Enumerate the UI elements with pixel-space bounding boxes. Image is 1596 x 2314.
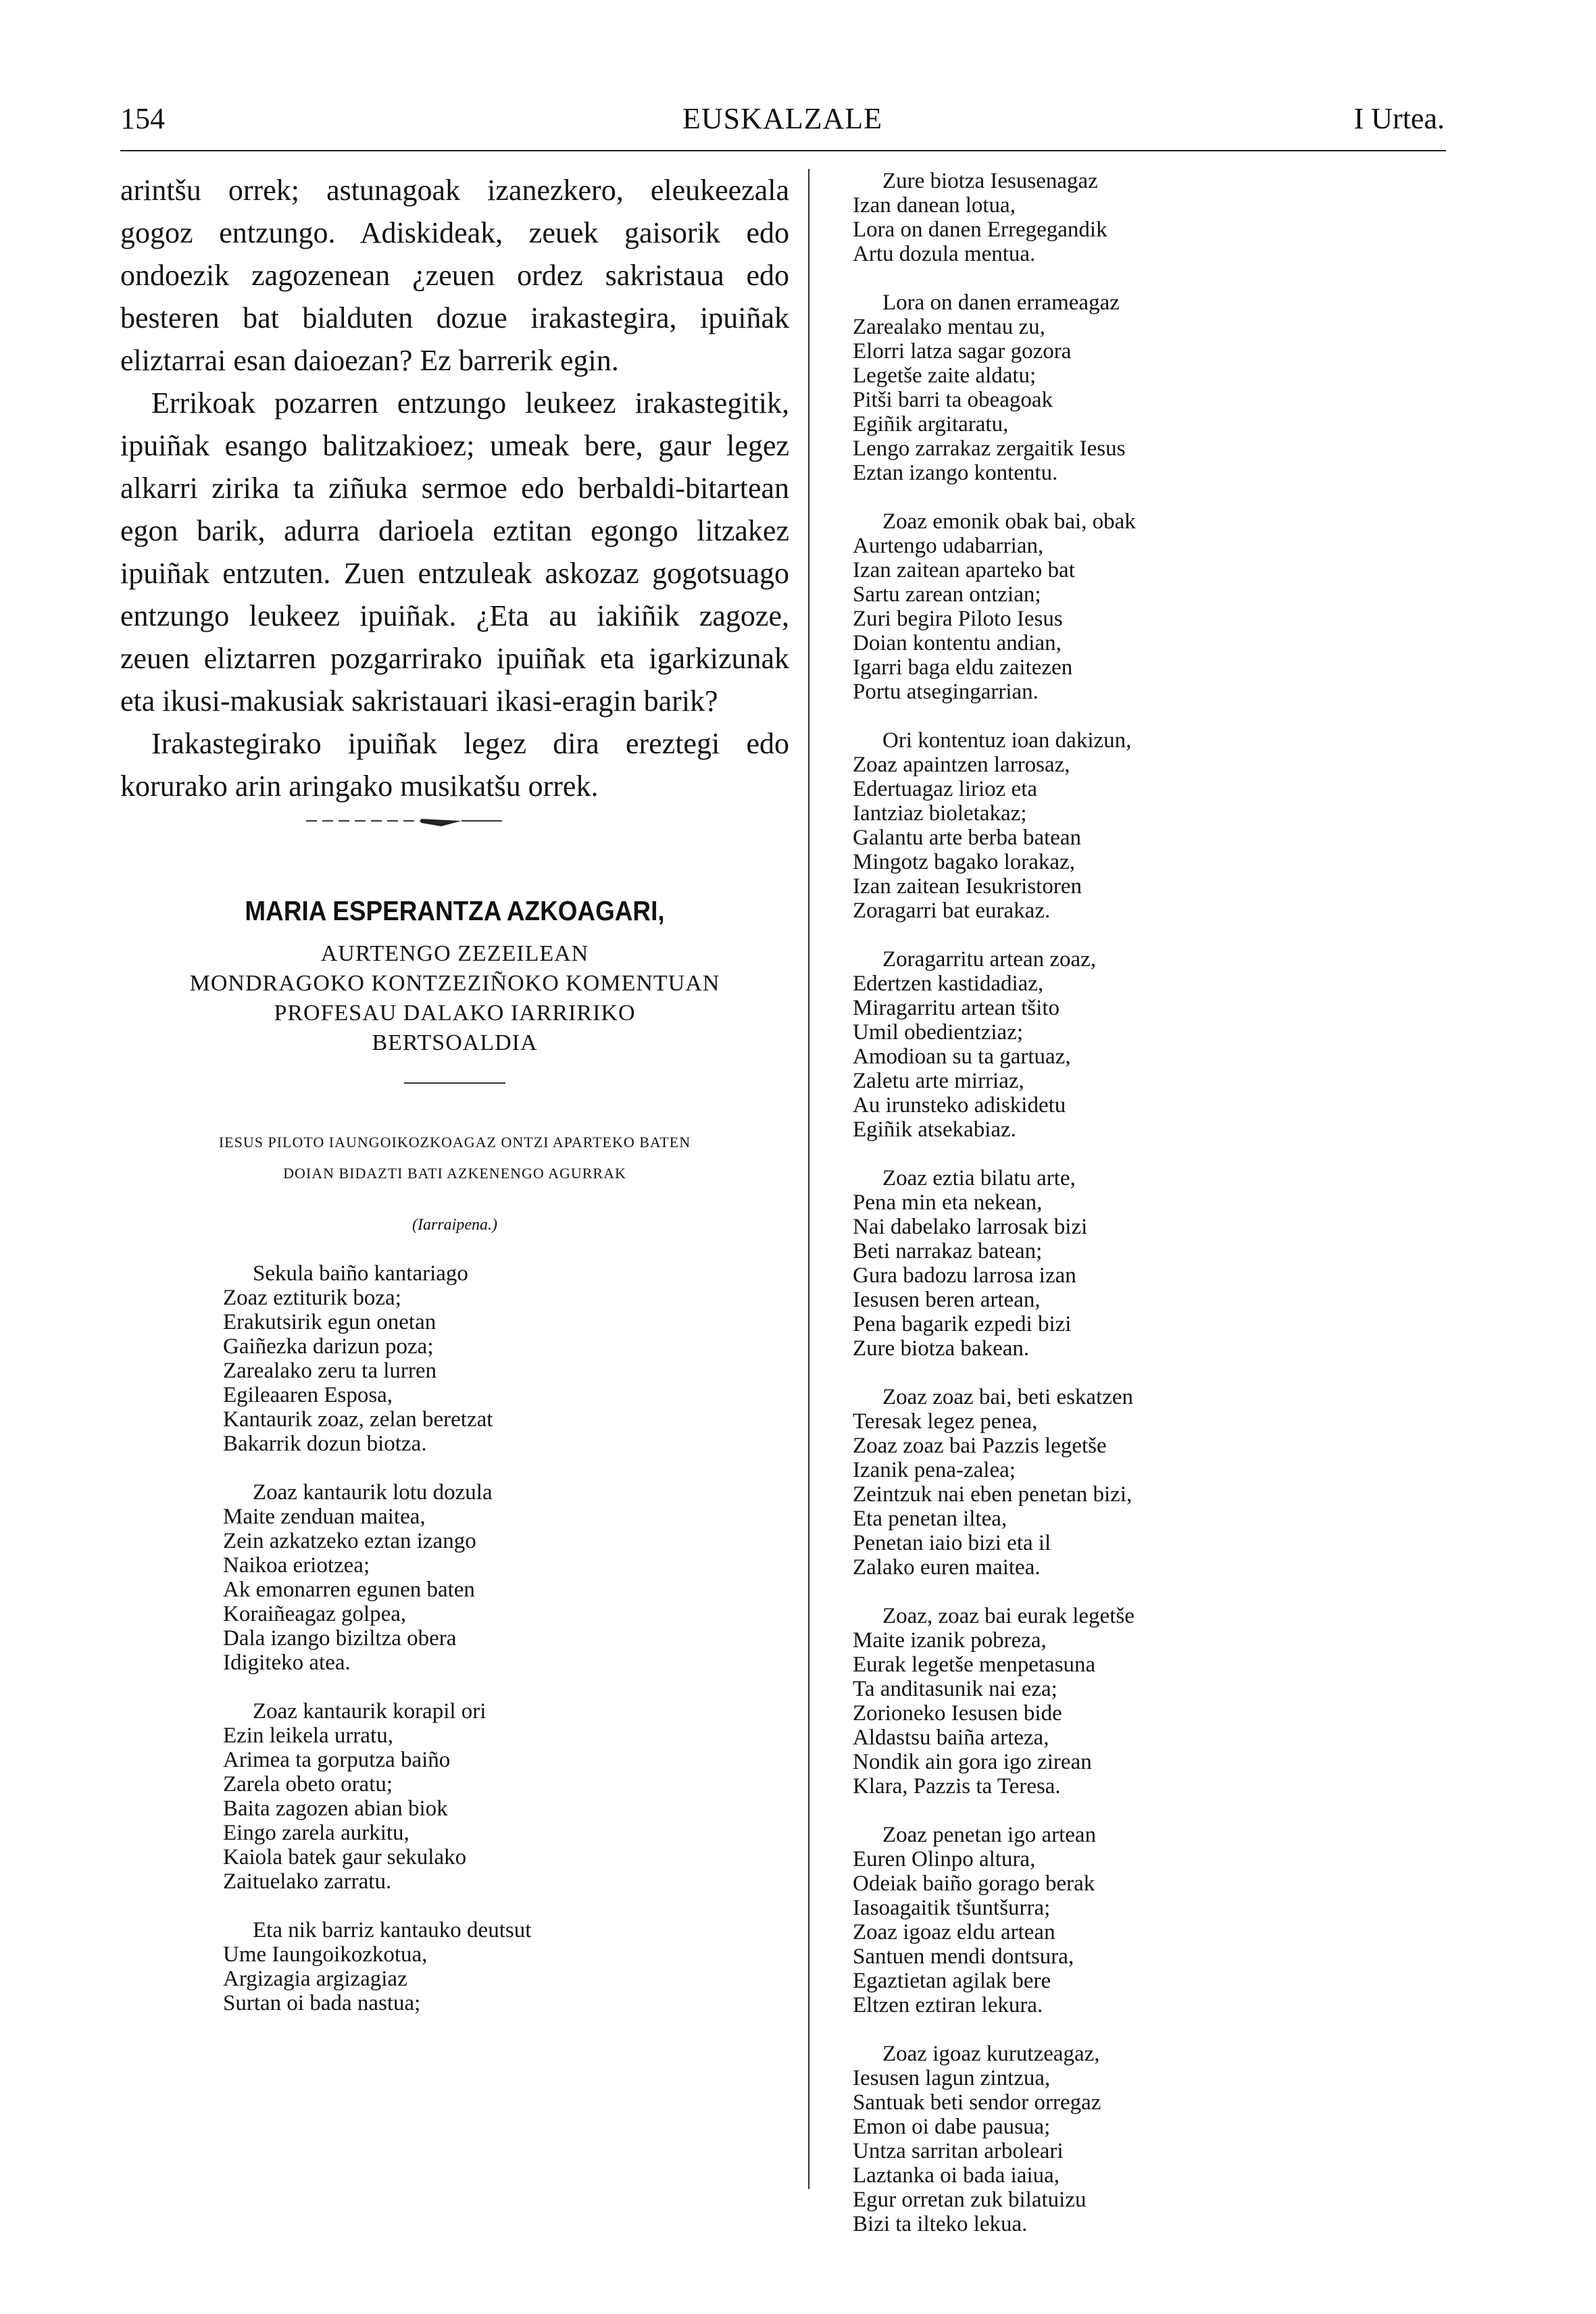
verse-line: Koraiñeagaz golpea, <box>223 1602 407 1626</box>
verse-line: Izan zaitean Iesukristoren <box>853 874 1082 899</box>
verse-line: Izan danean lotua, <box>853 193 1016 218</box>
verse-line: Iesusen beren artean, <box>853 1288 1041 1312</box>
verse-line: Iesusen lagun zintzua, <box>853 2066 1051 2090</box>
poem-title: MARIA ESPERANTZA AZKOAGARI, <box>245 895 665 926</box>
verse-line: Zoaz kantaurik lotu dozula <box>253 1480 493 1505</box>
verse-line: Euren Olinpo altura, <box>853 1847 1036 1871</box>
verse-line: Baita zagozen abian biok <box>223 1796 448 1821</box>
poem-caption-line: DOIAN BIDAZTI BATI AZKENENGO AGURRAK <box>283 1165 626 1182</box>
verse-line: Egur orretan zuk bilatuizu <box>853 2188 1087 2212</box>
verse-line: Portu atsegingarrian. <box>853 680 1039 704</box>
prose-section <box>120 169 789 807</box>
stanza <box>853 728 1447 923</box>
verse-line: Zoaz apaintzen larrosaz, <box>853 753 1070 777</box>
poem-subtitle-line: AURTENGO ZEZEILEAN <box>320 941 589 966</box>
verse-line: Zoaz penetan igo artean <box>882 1823 1097 1847</box>
verse-line: Zoaz zoaz bai, beti eskatzen <box>882 1385 1134 1409</box>
verse-line: Zein azkatzeko eztan izango <box>223 1529 476 1553</box>
verse-line: Egileaaren Esposa, <box>223 1383 393 1407</box>
verse-line: Pitši barri ta obeagoak <box>853 388 1053 412</box>
verse-line: Zaletu arte mirriaz, <box>853 1069 1024 1093</box>
stanza <box>853 1823 1447 2017</box>
verse-line: Zarela obeto oratu; <box>223 1772 393 1796</box>
verse-line: Zure biotza bakean. <box>853 1336 1030 1361</box>
prose-paragraph: arintšu orrek; astunagoak izanezkero, eleukeezala gogoz entzungo. Adiskideak, zeuek gaisorik edo ondoezik zagozenean ¿zeuen ordez sakristaua edo besteren bat bialduten dozue irakastegira, ipuiñak eliztarrai esan daioezan? Ez barrerik egin. <box>120 174 789 377</box>
stanza <box>853 169 1447 266</box>
verse-line: Pena min eta nekean, <box>853 1190 1043 1215</box>
verse-line: Umil obedientziaz; <box>853 1020 1023 1045</box>
verse-line: Zoragarri bat eurakaz. <box>853 899 1051 923</box>
verse-line: Pena bagarik ezpedi bizi <box>853 1312 1072 1336</box>
verse-line: Maite zenduan maitea, <box>223 1505 426 1529</box>
verse-line: Lora on danen Erregegandik <box>853 218 1107 242</box>
verse-line: Untza sarritan arboleari <box>853 2139 1064 2163</box>
continuation-note: (Iarraipena.) <box>412 1216 497 1234</box>
verse-line: Gaiñezka darizun poza; <box>223 1334 434 1359</box>
verse-line: Egiñik atsekabiaz. <box>853 1117 1016 1142</box>
verse-line: Santuen mendi dontsura, <box>853 1944 1074 1969</box>
verse-line: Zuri begira Piloto Iesus <box>853 607 1063 631</box>
verse-line: Iasoagaitik tšuntšurra; <box>853 1896 1051 1920</box>
verse-line: Dala izango biziltza obera <box>223 1626 457 1651</box>
verse-line: Sartu zarean ontzian; <box>853 582 1041 607</box>
verse-line: Lora on danen errameagaz <box>882 291 1120 315</box>
verse-line: Izanik pena-zalea; <box>853 1458 1016 1482</box>
stanza <box>853 1166 1447 1361</box>
verse-line: Zarealako zeru ta lurren <box>223 1359 437 1383</box>
verse-line: Zarealako mentau zu, <box>853 315 1045 339</box>
verse-line: Teresak legez penea, <box>853 1409 1038 1434</box>
verse-line: Eltzen eztiran lekura. <box>853 1993 1043 2017</box>
verse-line: Zoaz eztia bilatu arte, <box>882 1166 1076 1190</box>
header-rule <box>120 150 1446 151</box>
verse-line: Naikoa eriotzea; <box>223 1553 370 1578</box>
page-number: 154 <box>120 102 165 135</box>
verse-line: Zoaz igoaz eldu artean <box>853 1920 1055 1944</box>
verse-line: Zoaz, zoaz bai eurak legetše <box>882 1604 1134 1628</box>
verse-line: Sekula baiño kantariago <box>253 1261 468 1286</box>
verse-line: Au irunsteko adiskidetu <box>853 1093 1066 1117</box>
verse-line: Argizagia argizagiaz <box>223 1967 407 1991</box>
verse-line: Legetše zaite aldatu; <box>853 363 1037 388</box>
verse-line: Zoaz igoaz kurutzeagaz, <box>882 2042 1100 2066</box>
verses-right <box>853 169 1447 2236</box>
verse-line: Erakutsirik egun onetan <box>223 1310 437 1334</box>
stanza <box>853 1385 1447 1580</box>
verse-line: Galantu arte berba batean <box>853 826 1082 850</box>
verse-line: Elorri latza sagar gozora <box>853 339 1072 363</box>
poem-caption <box>120 1127 789 1189</box>
poem-subtitle-line: MONDRAGOKO KONTZEZIÑOKO KOMENTUAN <box>189 971 720 996</box>
verse-line: Surtan oi bada nastua; <box>223 1991 421 2015</box>
verse-line: Gura badozu larrosa izan <box>853 1263 1076 1288</box>
stanza <box>853 947 1447 1142</box>
verse-line: Izan zaitean aparteko bat <box>853 558 1075 582</box>
verse-line: Zeintzuk nai eben penetan bizi, <box>853 1482 1132 1507</box>
verse-line: Zoragarritu artean zoaz, <box>882 947 1097 972</box>
verse-line: Aurtengo udabarrian, <box>853 534 1044 558</box>
verse-line: Emon oi dabe pausua; <box>853 2115 1051 2139</box>
verse-line: Eingo zarela aurkitu, <box>223 1821 409 1845</box>
stanza <box>853 2042 1447 2236</box>
verse-line: Ezin leikela urratu, <box>223 1724 393 1748</box>
stanza <box>853 509 1447 704</box>
verse-line: Kantaurik zoaz, zelan beretzat <box>223 1407 493 1432</box>
poem-subtitle-line: PROFESAU DALAKO IARRIRIKO <box>274 1001 636 1026</box>
volume-label: I Urtea. <box>1353 102 1445 135</box>
verse-line: Doian kontentu andian, <box>853 631 1062 655</box>
verse-line: Klara, Pazzis ta Teresa. <box>853 1774 1061 1799</box>
verse-line: Aldastsu baiña arteza, <box>853 1726 1049 1750</box>
verse-line: Zorioneko Iesusen bide <box>853 1701 1062 1726</box>
stanza <box>223 1918 789 2015</box>
verse-line: Eurak legetše menpetasuna <box>853 1653 1096 1677</box>
verse-line: Egiñik argitaratu, <box>853 412 1009 436</box>
verse-line: Amodioan su ta gartuaz, <box>853 1045 1071 1069</box>
verses-left <box>120 1261 789 2015</box>
column-divider <box>808 169 809 2189</box>
verse-line: Zaituelako zarratu. <box>223 1869 392 1894</box>
verse-line: Ume Iaungoikozkotua, <box>223 1942 428 1967</box>
verse-line: Mingotz bagako lorakaz, <box>853 850 1075 874</box>
stanza <box>223 1699 789 1894</box>
verse-line: Ak emonarren egunen baten <box>223 1578 475 1602</box>
page-header <box>120 101 1445 149</box>
verse-line: Nai dabelako larrosak bizi <box>853 1215 1088 1239</box>
verse-line: Ori kontentuz ioan dakizun, <box>882 728 1132 753</box>
divider-rule <box>404 1082 505 1084</box>
verse-line: Zalako euren maitea. <box>853 1555 1041 1580</box>
verse-line: Ta anditasunik nai eza; <box>853 1677 1057 1701</box>
verse-line: Nondik ain gora igo zirean <box>853 1750 1092 1774</box>
prose-paragraph: Errikoak pozarren entzungo leukeez irakastegitik, ipuiñak esango balitzakioez; umeak bere, gaur legez alkarri zirika ta ziñuka sermoe edo berbaldi-bitartean egon barik, adurra darioela eztitan egongo litzakez ipuiñak entzuten. Zuen entzuleak askozaz gogotsuago entzungo leukeez ipuiñak. ¿Eta au iakiñik zagoze, zeuen eliztarren pozgarrirako ipuiñak eta igarkizunak eta ikusi-makusiak sakristauari ikasi-eragin barik? <box>120 386 789 718</box>
verse-line: Arimea ta gorputza baiño <box>223 1748 451 1772</box>
stanza <box>223 1480 789 1675</box>
section-ornament <box>120 807 789 848</box>
verse-line: Beti narrakaz batean; <box>853 1239 1043 1263</box>
verse-line: Zure biotza Iesusenagaz <box>882 169 1098 193</box>
verse-line: Eta penetan iltea, <box>853 1507 1007 1531</box>
verse-line: Miragarritu artean tšito <box>853 996 1060 1020</box>
stanza <box>853 1604 1447 1799</box>
verse-line: Idigiteko atea. <box>223 1651 351 1675</box>
verse-line: Eztan izango kontentu. <box>853 461 1058 485</box>
verse-line: Zoaz kantaurik korapil ori <box>253 1699 487 1724</box>
stanza <box>223 1261 789 1456</box>
right-column <box>853 169 1447 2261</box>
verse-line: Egaztietan agilak bere <box>853 1969 1051 1993</box>
verse-line: Bizi ta ilteko lekua. <box>853 2212 1028 2236</box>
verse-line: Zoaz emonik obak bai, obak <box>882 509 1136 534</box>
verse-line: Kaiola batek gaur sekulako <box>223 1845 467 1869</box>
verse-line: Artu dozula mentua. <box>853 242 1036 266</box>
verse-line: Laztanka oi bada iaiua, <box>853 2163 1060 2188</box>
verse-line: Odeiak baiño gorago berak <box>853 1871 1095 1896</box>
running-title: EUSKALZALE <box>682 102 882 135</box>
verse-line: Edertuagaz lirioz eta <box>853 777 1038 801</box>
stanza <box>853 291 1447 485</box>
verse-line: Penetan iaio bizi eta il <box>853 1531 1051 1555</box>
verse-line: Zoaz eztiturik boza; <box>223 1286 401 1310</box>
verse-line: Edertzen kastidadiaz, <box>853 972 1044 996</box>
verse-line: Lengo zarrakaz zergaitik Iesus <box>853 436 1126 461</box>
poem-caption-line: IESUS PILOTO IAUNGOIKOZKOAGAZ ONTZI APARTEKO BATEN <box>218 1134 691 1151</box>
verse-line: Iantziaz bioletakaz; <box>853 801 1027 826</box>
verse-line: Zoaz zoaz bai Pazzis legetše <box>853 1434 1107 1458</box>
poem-subtitle-line: BERTSOALDIA <box>372 1030 538 1055</box>
verse-line: Igarri baga eldu zaitezen <box>853 655 1073 680</box>
verse-line: Santuak beti sendor orregaz <box>853 2090 1101 2115</box>
verse-line: Bakarrik dozun biotza. <box>223 1432 427 1456</box>
verse-line: Eta nik barriz kantauko deutsut <box>253 1918 532 1942</box>
verse-line: Maite izanik pobreza, <box>853 1628 1047 1653</box>
left-column <box>120 169 789 2040</box>
prose-paragraph: Irakastegirako ipuiñak legez dira ereztegi edo korurako arin aringako musikatšu orrek. <box>120 727 789 803</box>
